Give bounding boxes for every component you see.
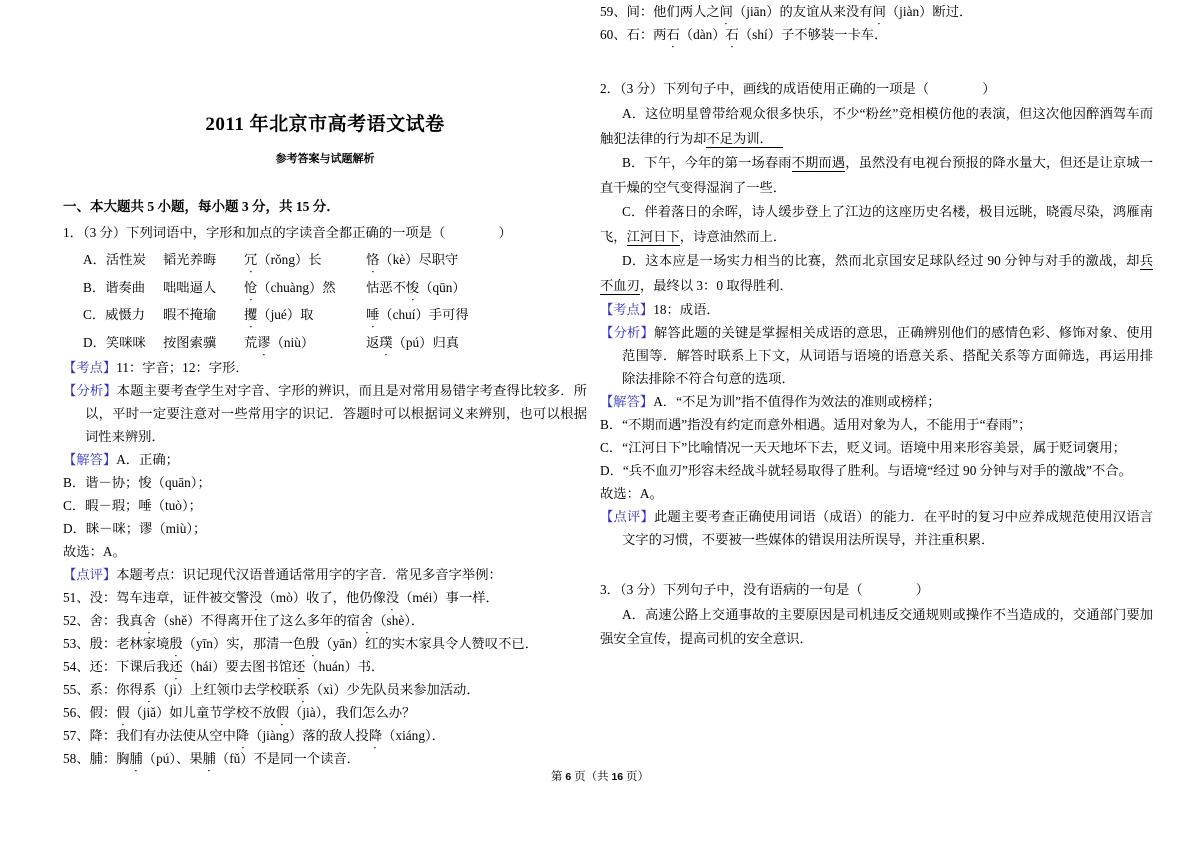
option-c-word-4: 唾 ●（chuí）手可得 [366, 301, 587, 329]
q1-fenxi-paragraph [63, 379, 587, 448]
option-c-word-2: 暇不掩瑜 [163, 307, 217, 322]
page-number: 第 6 页（共 16 页） [550, 771, 650, 783]
page-footer [0, 770, 1200, 784]
dianping-label: 【点评】 [63, 567, 117, 582]
question-2-option-b: B．下午，今年的第一场春雨不期而遇，虽然没有电视台预报的降水量大，但还是让京城一直干燥的空气变得湿润了一些． [600, 155, 1154, 195]
q1-jieda-line-a [63, 448, 587, 471]
option-b-word-2: 咄咄逼人 [163, 279, 217, 295]
option-a-word-3: 冗 ●（rǒng）长 [244, 246, 366, 274]
polyphone-example-58: 58、脯：胸脯 ●（pú）、果脯 ●（fǔ）不是同一个读音． [63, 747, 587, 770]
polyphone-example-54: 54、还：下课后我还 ●（hái）要去图书馆还 ●（huán）书． [63, 655, 587, 678]
polyphone-example-59: 59、间：他们两人之间 ●（jiān）的友谊从来没有间 ●（jiàn）断过． [600, 0, 1153, 23]
q2-dianping-paragraph [600, 505, 1153, 551]
polyphone-example-60: 60、石：两石 ●（dàn）石 ●（shí）子不够装一卡车． [600, 23, 1153, 46]
q1-dianping-paragraph [63, 563, 587, 586]
q1-dianping-text: 本题考点：识记现代汉语普通话常用字的字音．常见多音字举例： [116, 567, 502, 582]
polyphone-example-53: 53、殷：老林家境殷 ●（yīn）实，那清一色殷 ●（yān）红的实木家具令人赞叹不已． [63, 632, 587, 655]
option-d-word-4: 返璞 ●（pú）归真 [366, 329, 587, 357]
jieda-label: 【解答】 [600, 394, 654, 409]
q2-kaodian-line [600, 298, 1153, 321]
question-1-option-d [63, 329, 587, 357]
polyphone-example-52: 52、舍：我真舍 ●（shě）不得离开住了这么多年的宿舍 ●（shè）． [63, 609, 587, 632]
q1-jieda-line-c: C．暇－瑕；唾（tuò）； [63, 498, 202, 513]
option-d-word-2: 按图索骥 [163, 334, 217, 350]
left-column [63, 0, 587, 770]
q1-jieda-line-b: B．谐－协；悛（quān）； [63, 475, 211, 490]
option-a-word-4: 恪 ●（kè）尽职守 [366, 246, 587, 274]
q2-fenxi-paragraph [600, 321, 1153, 390]
option-a-word-1: A．活性炭 [83, 252, 146, 267]
right-column [600, 0, 1153, 651]
q2-answer-choice: 故选：A。 [600, 486, 663, 501]
jieda-label: 【解答】 [63, 452, 117, 467]
polyphone-example-57: 57、降：我们有办法使从空中降 ●（jiàng）落的敌人投降 ●（xiáng）． [63, 724, 587, 747]
q2-jieda-line-b: B．“不期而遇”指没有约定而意外相遇。适用对象为人，不能用于“春雨”； [600, 417, 1032, 432]
q2-kaodian-text: 18：成语． [653, 302, 720, 317]
q1-answer-choice: 故选：A。 [63, 544, 126, 559]
section-1-heading: 一、本大题共 5 小题，每小题 3 分，共 15 分． [63, 199, 340, 214]
option-d-word-1: D．笑咪咪 [83, 334, 146, 350]
q2-jieda-line-c: C．“江河日下”比喻情况一天天地坏下去，贬义词。语境中用来形容美景，属于贬词褒用； [600, 440, 1126, 455]
fenxi-label: 【分析】 [63, 383, 117, 398]
option-a-word-2: 韬光养晦 [163, 252, 217, 267]
exam-title: 2011 年北京市高考语文试卷 [205, 114, 445, 135]
exam-subtitle: 参考答案与试题解析 [275, 153, 375, 165]
polyphone-example-56: 56、假：假 ●（jiǎ）如儿童节学校不放假 ●（jià），我们怎么办？ [63, 701, 587, 724]
q2-jieda-line-a [600, 390, 1153, 413]
question-2-option-a: A．这位明星曾带给观众很多快乐，不少“粉丝”竞相模仿他的表演，但这次他因醉酒驾车而触犯法律的行为却不足为训． [600, 106, 1153, 146]
option-b-word-4: 怙恶不悛 ●（qūn） [366, 274, 587, 302]
q1-kaodian-line [63, 356, 587, 379]
q2-fenxi-text: 解答此题的关键是掌握相关成语的意思，正确辨别他们的感情色彩、修饰对象、使用范围等．解答时联系上下文，从词语与语境的语意关系、搭配关系等方面筛选，再运用排除法排除不符合句意的选项． [622, 325, 1154, 386]
q2-jieda-first-text: A．“不足为训”指不值得作为效法的准则或榜样； [653, 394, 941, 409]
q1-jieda-line-d: D．眯－咪；谬（miù）； [63, 521, 207, 536]
q1-jieda-first-text: A．正确； [116, 452, 179, 467]
option-b-word-3: 怆 ●（chuàng）然 [244, 274, 366, 302]
q1-kaodian-text: 11：字音；12：字形． [116, 360, 249, 375]
q2-jieda-line-d: D．“兵不血刃”形容未经战斗就轻易取得了胜利。与语境“经过 90 分钟与对手的激战”不合。 [600, 463, 1132, 478]
dianping-label: 【点评】 [600, 509, 654, 524]
option-c-word-3: 攫 ●（jué）取 [244, 301, 366, 329]
option-d-word-3: 荒谬 ●（niù） [244, 329, 366, 357]
q2-dianping-text: 此题主要考查正确使用词语（成语）的能力．在平时的复习中应养成规范使用汉语言文字的习惯，不要被一些媒体的错误用法所误导，并注重积累． [622, 509, 1154, 547]
question-1-stem: 1．（3 分）下列词语中，字形和加点的字读音全都正确的一项是（ ） [63, 225, 512, 240]
q1-fenxi-text: 本题主要考查学生对字音、字形的辨识，而且是对常用易错字考查得比较多．所以，平时一定要注意对一些常用字的识记．答题时可以根据词义来辨别，也可以根据词性来辨别． [85, 383, 588, 444]
kaodian-label: 【考点】 [63, 360, 117, 375]
polyphone-example-51: 51、没：驾车违章，证件被交警没 ●（mò）收了，他仍像没 ●（méi）事一样． [63, 586, 587, 609]
question-3-option-a: A．高速公路上交通事故的主要原因是司机违反交通规则或操作不当造成的，交通部门要加强安全宣传，提高司机的安全意识． [600, 607, 1153, 646]
question-2-stem: 2．（3 分）下列句子中，画线的成语使用正确的一项是（ ） [600, 81, 996, 96]
question-1-options [63, 246, 587, 356]
question-1-option-a [63, 246, 587, 274]
fenxi-label: 【分析】 [600, 325, 654, 340]
kaodian-label: 【考点】 [600, 302, 654, 317]
question-2-option-d: D．这本应是一场实力相当的比赛，然而北京国安足球队经过 90 分钟与对手的激战，却兵不血刃，最终以 3：0 取得胜利． [600, 253, 1153, 293]
question-1-option-b [63, 274, 587, 302]
question-3-stem: 3．（3 分）下列句子中，没有语病的一句是（ ） [600, 582, 930, 597]
question-1-option-c [63, 301, 587, 329]
option-b-word-1: B．谐奏曲 [83, 279, 146, 295]
question-2-option-c: C．伴着落日的余晖，诗人缓步登上了江边的这座历史名楼，极目远眺，晓霞尽染，鸿雁南飞，江河日下，诗意油然而上． [600, 204, 1153, 244]
polyphone-example-55: 55、系：你得系 ●（jì）上红领巾去学校联系 ●（xì）少先队员来参加活动． [63, 678, 587, 701]
option-c-word-1: C．威慑力 [83, 307, 146, 322]
